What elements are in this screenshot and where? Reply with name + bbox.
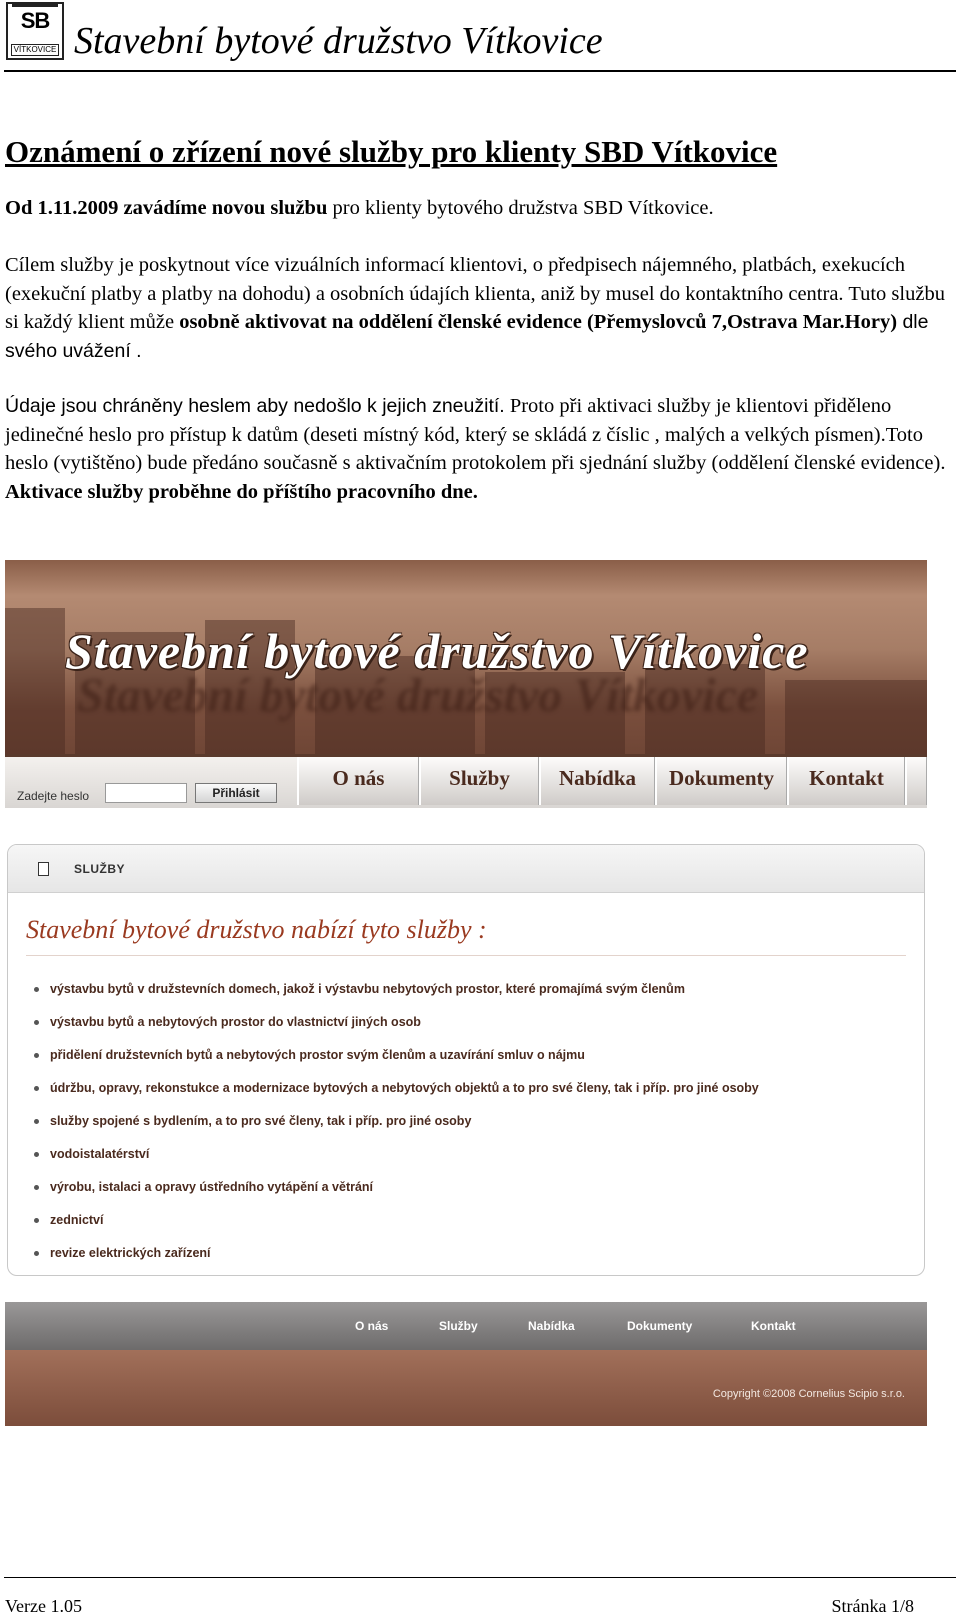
menu-item-kontakt[interactable]: Kontakt	[787, 757, 905, 805]
paragraph-security	[5, 392, 955, 506]
list-item: vodoistalatérství	[30, 1138, 910, 1171]
copyright: Copyright ©2008 Cornelius Scipio s.r.o.	[712, 1388, 905, 1400]
site-banner	[5, 560, 927, 758]
footer-link-dokumenty[interactable]: Dokumenty	[627, 1319, 693, 1333]
list-item: výstavbu bytů v družstevních domech, jakož i výstavbu nebytových prostor, které promajímá svým členům	[30, 973, 910, 1006]
purpose-bold: osobně aktivovat na oddělení členské evidence (Přemyslovců 7,Ostrava Mar.Hory)	[179, 311, 898, 333]
intro-rest: pro klienty bytového družstva SBD Vítkovice.	[327, 197, 714, 219]
paragraph-intro	[5, 194, 955, 223]
main-menu	[297, 757, 927, 805]
footer-link-o-nas[interactable]: O nás	[355, 1319, 389, 1333]
footer-link-nabidka[interactable]: Nabídka	[528, 1319, 575, 1333]
purpose-end: dle svého uvážení .	[5, 311, 929, 362]
list-item: výstavbu bytů a nebytových prostor do vlastnictví jiných osob	[30, 1006, 910, 1039]
services-panel	[7, 844, 925, 1276]
site-navbar	[5, 754, 927, 808]
banner-title-shadow: Stavební bytové družstvo Vítkovice	[77, 669, 759, 722]
purpose-text: Cílem služby je poskytnout více vizuálních informací klientovi, o předpisech nájemného, platbách, exekucích (exekuční platby a platby na dohodu) a osobních údajích klienta, aniž by musel do kontaktního centra. Tuto službu si každý klient může	[5, 254, 945, 333]
footer-link-sluzby[interactable]: Služby	[439, 1319, 478, 1333]
services-heading: Stavební bytové družstvo nabízí tyto služby :	[26, 915, 487, 944]
list-item: zednictví	[30, 1204, 910, 1237]
list-item: revize elektrických zařízení	[30, 1237, 910, 1270]
menu-item-o-nas[interactable]: O nás	[297, 757, 419, 805]
menu-item-nabidka[interactable]: Nabídka	[539, 757, 655, 805]
sbd-logo	[6, 2, 64, 60]
website-screenshot	[5, 560, 927, 1426]
notice-title: Oznámení o zřízení nové služby pro klienty SBD Vítkovice	[5, 134, 778, 169]
list-item: přidělení družstevních bytů a nebytových prostor svým členům a uzavírání smluv o nájmu	[30, 1039, 910, 1072]
list-item: služby spojené s bydlením, a to pro své členy, tak i příp. pro jiné osoby	[30, 1105, 910, 1138]
menu-end-cap	[905, 757, 927, 805]
banner-building	[5, 608, 65, 758]
site-footer-nav	[5, 1302, 927, 1350]
banner-building	[785, 680, 927, 758]
section-bar	[8, 845, 925, 893]
list-item: výrobu, istalaci a opravy ústředního vytápění a větrání	[30, 1171, 910, 1204]
page-number: Stránka 1/8	[831, 1596, 914, 1616]
banner-title: Stavební bytové družstvo Vítkovice	[65, 623, 809, 679]
logo-subtitle: VÍTKOVICE	[11, 44, 59, 56]
site-footer	[5, 1350, 927, 1426]
logo-mark: SB	[20, 8, 50, 33]
password-input[interactable]	[105, 783, 187, 803]
menu-item-sluzby[interactable]: Služby	[419, 757, 539, 805]
document-title: Stavební bytové družstvo Vítkovice	[74, 20, 603, 62]
password-label: Zadejte heslo	[17, 789, 90, 803]
menu-item-dokumenty[interactable]: Dokumenty	[655, 757, 787, 805]
security-bold: Aktivace služby proběhne do příštího pracovního dne.	[5, 480, 478, 503]
intro-bold: Od 1.11.2009 zavádíme novou službu	[5, 197, 328, 219]
heading-divider	[26, 955, 906, 956]
services-list	[30, 973, 910, 1270]
list-item: údržbu, opravy, rekonstukce a modernizace bytových a nebytových objektů a to pro své členy, tak i příp. pro jiné osoby	[30, 1072, 910, 1105]
document-header	[4, 0, 956, 72]
security-lead: Údaje jsou chráněny heslem aby nedošlo k jejich zneužití.	[5, 395, 505, 417]
page-footer	[4, 1577, 956, 1616]
section-title: SLUŽBY	[74, 862, 125, 876]
version-label: Verze 1.05	[5, 1596, 82, 1616]
footer-link-kontakt[interactable]: Kontakt	[751, 1319, 796, 1333]
paragraph-purpose	[5, 251, 955, 365]
document-icon	[38, 862, 49, 876]
security-text: Proto při aktivaci služby je klientovi přiděleno jedinečné heslo pro přístup k datům (deseti místný kód, který se skládá z číslic , malých a velkých písmen).Toto heslo (vytištěno) bude předáno současně s aktivačním protokolem při sjednání služby (oddělení členské evidence).	[5, 395, 946, 474]
login-button[interactable]: Přihlásit	[195, 783, 277, 803]
